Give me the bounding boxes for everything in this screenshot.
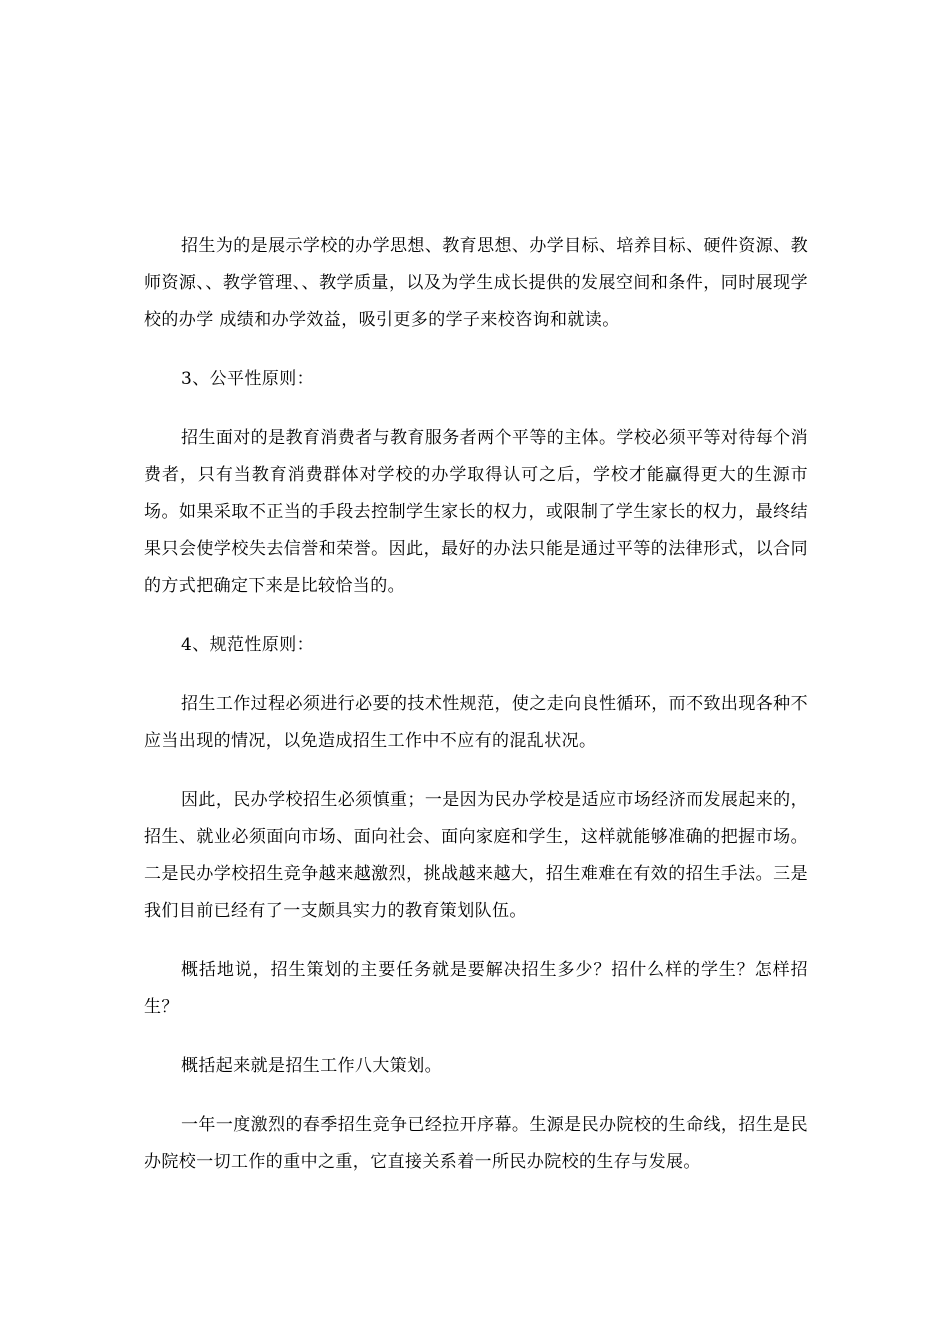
paragraph-spring-enrollment: 一年一度激烈的春季招生竞争已经拉开序幕。生源是民办院校的生命线，招生是民办院校一切工作的重中之重，它直接关系着一所民办院校的生存与发展。 — [144, 1115, 808, 1172]
paragraph-fairness: 招生面对的是教育消费者与教育服务者两个平等的主体。学校必须平等对待每个消费者，只有当教育消费群体对学校的办学取得认可之后，学校才能赢得更大的生源市场。如果采取不正当的手段去控制学生家长的权力，或限制了学生家长的权力，最终结果只会使学校失去信誉和荣誉。因此，最好的办法只能是通过平等的法律形式，以合同的方式把确定下来是比较恰当的。 — [144, 428, 808, 596]
paragraph-purpose: 招生为的是展示学校的办学思想、教育思想、办学目标、培养目标、硬件资源、教师资源、、教学管理、、教学质量，以及为学生成长提供的发展空间和条件，同时展现学校的办学 成绩和办学效益，吸引更多的学子来校咨询和就读。 — [144, 236, 808, 330]
paragraph-therefore: 因此，民办学校招生必须慎重；一是因为民办学校是适应市场经济而发展起来的，招生、就业必须面向市场、面向社会、面向家庭和学生，这样就能够准确的把握市场。二是民办学校招生竞争越来越激烈，挑战越来越大，招生难难在有效的招生手法。三是我们目前已经有了一支颇具实力的教育策划队伍。 — [144, 790, 808, 921]
heading-fairness-principle: 3、公平性原则： — [181, 369, 315, 389]
paragraph-standardization: 招生工作过程必须进行必要的技术性规范，使之走向良性循环，而不致出现各种不应当出现的情况，以免造成招生工作中不应有的混乱状况。 — [144, 694, 808, 751]
paragraph-eight-plans: 概括起来就是招生工作八大策划。 — [181, 1056, 442, 1076]
paragraph-summary: 概括地说，招生策划的主要任务就是要解决招生多少？招什么样的学生？怎样招生？ — [144, 960, 808, 1017]
heading-standardization-principle: 4、规范性原则： — [181, 635, 315, 655]
document-body — [144, 228, 808, 1203]
